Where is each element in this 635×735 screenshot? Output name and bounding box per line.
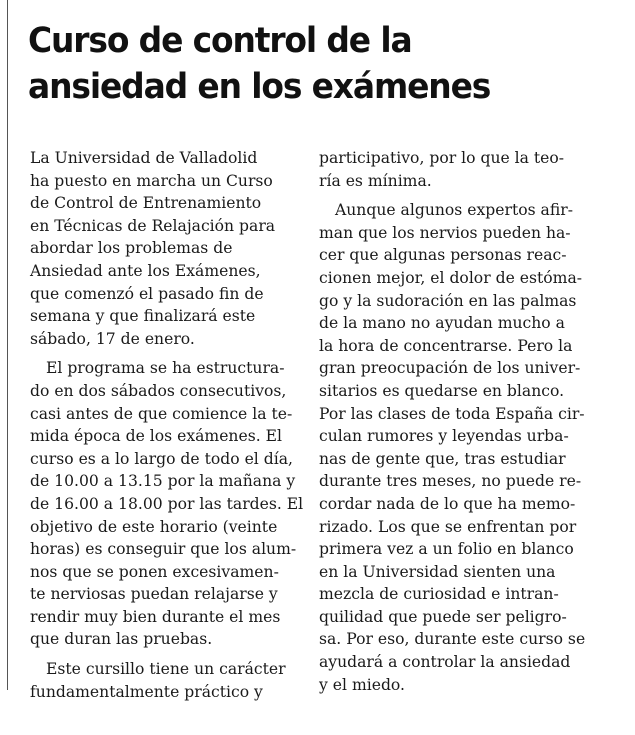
text-line: gran preocupación de los univer- xyxy=(319,359,581,378)
text-line: cordar nada de lo que ha memo- xyxy=(319,494,576,513)
right-column xyxy=(319,147,593,703)
text-line: sábado, 17 de enero. xyxy=(30,329,195,348)
paragraph-experts xyxy=(319,199,593,696)
column-rule xyxy=(7,0,8,690)
text-line: curso es a lo largo de todo el día, xyxy=(30,449,293,468)
text-line: ayudará a controlar la ansiedad xyxy=(319,653,571,672)
text-line: horas) es conseguir que los alum- xyxy=(30,540,297,559)
left-column xyxy=(30,147,302,710)
text-line: nos que se ponen excesivamen- xyxy=(30,562,279,581)
text-line: y el miedo. xyxy=(319,675,405,694)
text-line: Aunque algunos expertos afir- xyxy=(335,201,573,220)
text-line: la hora de concentrarse. Pero la xyxy=(319,336,573,355)
article-headline xyxy=(28,18,583,110)
text-line: en la Universidad sienten una xyxy=(319,562,556,581)
text-line: rendir muy bien durante el mes xyxy=(30,607,281,626)
headline-line: Curso de control de la xyxy=(28,21,412,61)
text-line: La Universidad de Valladolid xyxy=(30,149,258,167)
text-line: man que los nervios pueden ha- xyxy=(319,223,571,242)
text-line: mezcla de curiosidad e intran- xyxy=(319,585,559,604)
paragraph-course xyxy=(30,658,302,703)
text-line: en Técnicas de Relajación para xyxy=(30,216,276,235)
text-line: quilidad que puede ser peligro- xyxy=(319,607,567,626)
text-line: primera vez a un folio en blanco xyxy=(319,540,574,559)
text-line: cionen mejor, el dolor de estóma- xyxy=(319,268,583,287)
text-line: ría es mínima. xyxy=(319,171,432,190)
text-line: Ansiedad ante los Exámenes, xyxy=(30,261,261,280)
text-line: sitarios es quedarse en blanco. xyxy=(319,381,565,400)
text-line: do en dos sábados consecutivos, xyxy=(30,381,287,400)
text-line: de 10.00 a 13.15 por la mañana y xyxy=(30,472,296,491)
text-line: sa. Por eso, durante este curso se xyxy=(319,630,586,649)
text-line: que comenzó el pasado fin de xyxy=(30,284,264,303)
text-line: objetivo de este horario (veinte xyxy=(30,517,278,536)
paragraph-intro xyxy=(30,147,302,350)
paragraph-program xyxy=(30,357,302,651)
text-line: participativo, por lo que la teo- xyxy=(319,149,565,167)
text-line: El programa se ha estructura- xyxy=(46,359,285,378)
text-line: semana y que finalizará este xyxy=(30,307,256,326)
text-line: ha puesto en marcha un Curso xyxy=(30,171,273,190)
text-line: casi antes de que comience la te- xyxy=(30,404,293,423)
text-line: abordar los problemas de xyxy=(30,239,233,258)
paragraph-course-continued xyxy=(319,147,593,192)
text-line: cer que algunas personas reac- xyxy=(319,246,567,265)
text-line: de la mano no ayudan mucho a xyxy=(319,314,565,333)
text-line: fundamentalmente práctico y xyxy=(30,682,263,701)
text-line: durante tres meses, no puede re- xyxy=(319,472,582,491)
text-line: de 16.00 a 18.00 por las tardes. El xyxy=(30,494,304,513)
text-line: go y la sudoración en las palmas xyxy=(319,291,577,310)
text-line: rizado. Los que se enfrentan por xyxy=(319,517,577,536)
text-line: Por las clases de toda España cir- xyxy=(319,404,585,423)
text-line: de Control de Entrenamiento xyxy=(30,194,262,213)
text-line: culan rumores y leyendas urba- xyxy=(319,427,569,446)
text-line: nas de gente que, tras estudiar xyxy=(319,449,566,468)
headline-line: ansiedad en los exámenes xyxy=(28,67,491,107)
text-line: Este cursillo tiene un carácter xyxy=(46,660,286,679)
text-line: que duran las pruebas. xyxy=(30,630,213,649)
text-line: te nerviosas puedan relajarse y xyxy=(30,585,278,604)
text-line: mida época de los exámenes. El xyxy=(30,427,282,446)
